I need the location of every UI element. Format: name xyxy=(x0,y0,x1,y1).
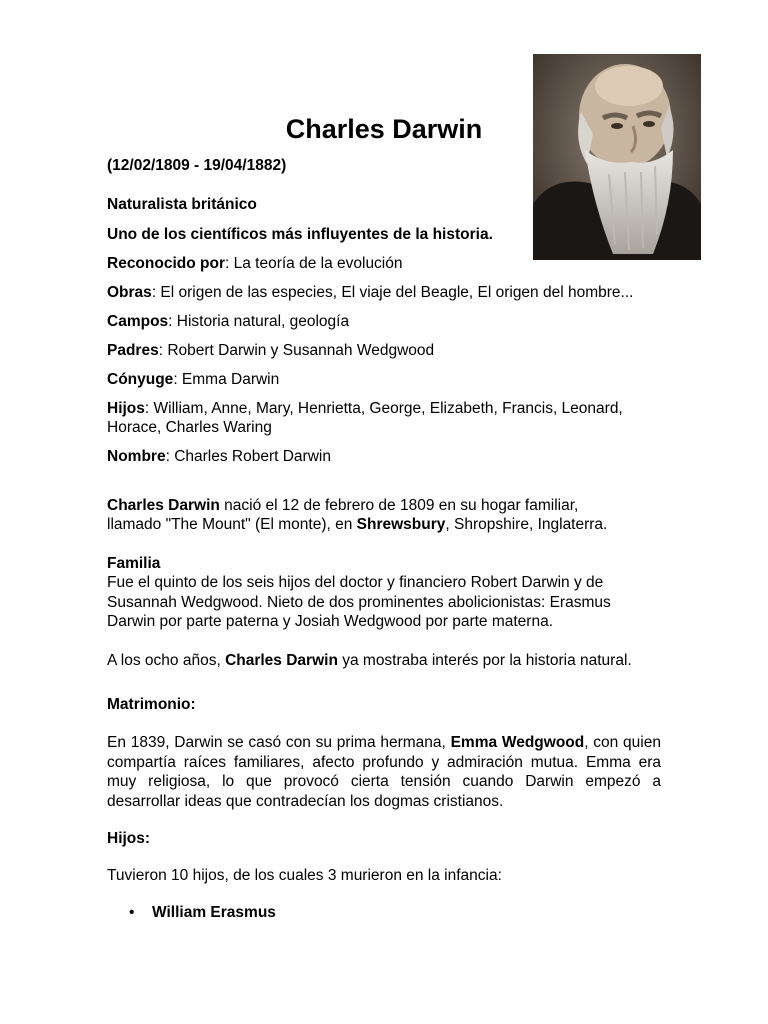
darwin-portrait xyxy=(533,54,701,260)
fact-label: Campos xyxy=(107,313,169,330)
fact-label: Cónyuge xyxy=(107,371,174,388)
marriage-text: , con quien compartía raíces familiares, afecto profundo y admiración mutua. Emma era muy religiosa, lo que provocó cierta tensión cuando Darwin empezó a desarrollar ideas que contradecían los dogmas cristianos. xyxy=(107,734,661,810)
fact-label: Padres xyxy=(107,342,159,359)
birth-text: , Shropshire, Inglaterra. xyxy=(445,516,608,533)
fact-value: : Emma Darwin xyxy=(173,371,280,388)
fact-works xyxy=(107,283,633,303)
subtitle: Uno de los científicos más influyentes de la historia. xyxy=(107,226,493,243)
birth-line-1 xyxy=(107,496,578,516)
fact-label: Hijos xyxy=(107,400,145,417)
childhood-name: Charles Darwin xyxy=(225,652,338,669)
bullet-icon: • xyxy=(129,904,135,921)
fact-label: Obras xyxy=(107,284,152,301)
tagline: Naturalista británico xyxy=(107,196,257,213)
life-dates: (12/02/1809 - 19/04/1882) xyxy=(107,157,287,174)
childhood-interest xyxy=(107,651,632,671)
list-item xyxy=(107,903,276,923)
children-intro: Tuvieron 10 hijos, de los cuales 3 murieron en la infancia: xyxy=(107,867,502,884)
fact-parents xyxy=(107,341,434,361)
fact-children-cont: Horace, Charles Waring xyxy=(107,419,272,436)
family-line-1: Fue el quinto de los seis hijos del doctor y financiero Robert Darwin y de xyxy=(107,574,604,591)
fact-value: : William, Anne, Mary, Henrietta, George, Elizabeth, Francis, Leonard, xyxy=(144,400,623,417)
children-list xyxy=(107,903,276,923)
birth-place: Shrewsbury xyxy=(356,516,446,533)
fact-value: : Robert Darwin y Susannah Wedgwood xyxy=(158,342,435,359)
birth-name: Charles Darwin xyxy=(107,497,220,514)
childhood-text: ya mostraba interés por la historia natural. xyxy=(337,652,632,669)
marriage-spouse: Emma Wedgwood xyxy=(450,734,585,751)
fact-value: : Historia natural, geología xyxy=(168,313,350,330)
portrait-photo-icon xyxy=(533,54,701,260)
fact-label: Reconocido por xyxy=(107,255,225,272)
child-name: William Erasmus xyxy=(152,904,276,921)
fact-spouse xyxy=(107,370,279,390)
fact-fields xyxy=(107,312,349,332)
children-heading: Hijos: xyxy=(107,830,151,847)
fact-children xyxy=(107,399,623,419)
fact-value: : Charles Robert Darwin xyxy=(165,448,331,465)
birth-line-2 xyxy=(107,515,607,535)
family-line-3: Darwin por parte paterna y Josiah Wedgwood por parte materna. xyxy=(107,613,554,630)
marriage-paragraph xyxy=(107,733,661,811)
childhood-text: A los ocho años, xyxy=(107,652,226,669)
marriage-heading: Matrimonio: xyxy=(107,696,196,713)
fact-value: : El origen de las especies, El viaje del Beagle, El origen del hombre... xyxy=(151,284,634,301)
family-line-2: Susannah Wedgwood. Nieto de dos prominentes abolicionistas: Erasmus xyxy=(107,594,611,611)
page-title: Charles Darwin xyxy=(285,114,483,144)
fact-label: Nombre xyxy=(107,448,166,465)
fact-name xyxy=(107,447,331,467)
marriage-text: En 1839, Darwin se casó con su prima hermana, xyxy=(107,734,451,751)
birth-text: nació el 12 de febrero de 1809 en su hogar familiar, xyxy=(219,497,579,514)
family-heading: Familia xyxy=(107,555,161,572)
fact-value: : La teoría de la evolución xyxy=(224,255,403,272)
birth-text: llamado "The Mount" (El monte), en xyxy=(107,516,357,533)
fact-recognized xyxy=(107,254,403,274)
